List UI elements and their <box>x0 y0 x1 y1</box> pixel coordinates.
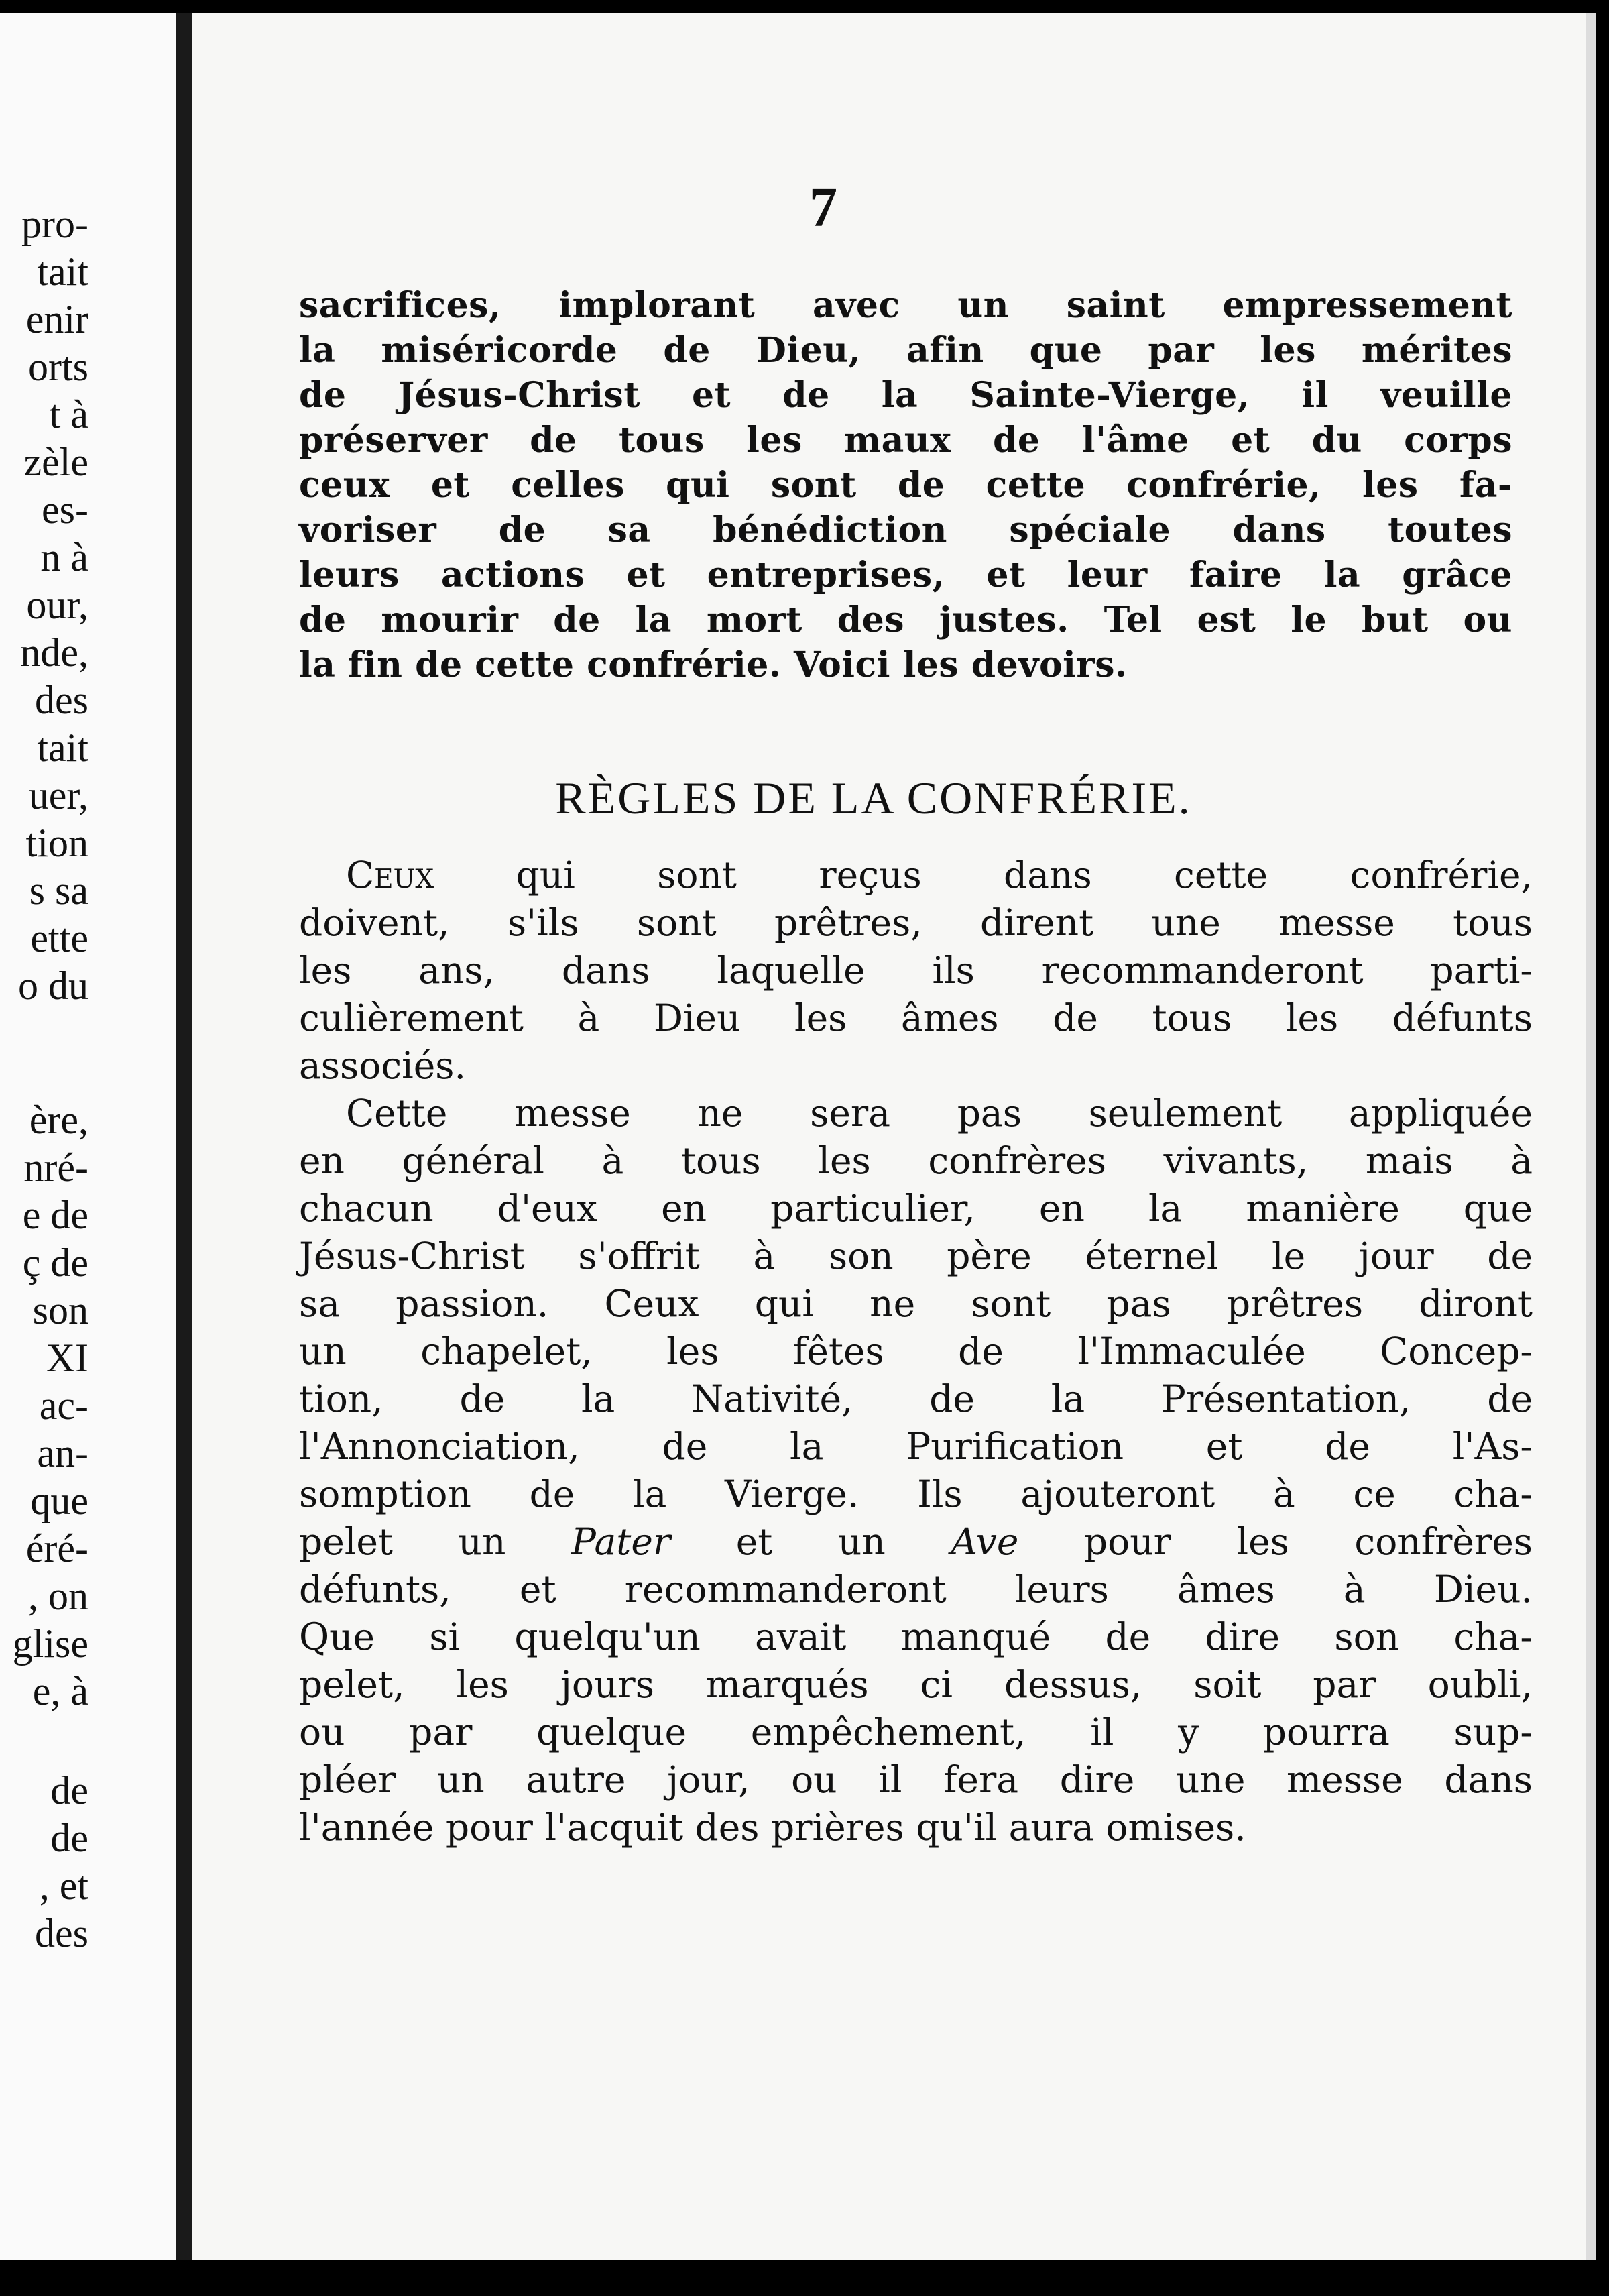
left-page-fragment-text: que <box>30 1479 88 1523</box>
page-edge <box>1586 13 1596 2260</box>
text-line: de mourir de la mort des justes. Tel est le but ou <box>299 599 1512 640</box>
para1-line1-rest: qui sont reçus dans cette confrérie, <box>434 854 1533 897</box>
left-page-fragment-text: son <box>32 1288 88 1332</box>
text-line: pelet, les jours marqués ci dessus, soit par oubli, <box>299 1663 1533 1706</box>
pater-ave-line <box>299 1518 1533 1566</box>
para1-lead-word: Ceux <box>346 854 434 897</box>
left-page-fragment-text: glise <box>12 1621 88 1666</box>
text-line: un chapelet, les fêtes de l'Immaculée Concep- <box>299 1330 1533 1373</box>
pater-line-after: pour les confrères <box>1018 1520 1533 1563</box>
left-page-fragment-text: s sa <box>29 868 88 913</box>
text-line: culièrement à Dieu les âmes de tous les défunts <box>299 996 1533 1039</box>
rules-text <box>299 852 1533 1851</box>
text-line: la fin de cette confrérie. Voici les devoirs. <box>299 644 1128 685</box>
text-line: les ans, dans laquelle ils recommanderont parti- <box>299 949 1533 992</box>
text-line: ou par quelque empêchement, il y pourra sup- <box>299 1711 1533 1754</box>
text-line: somption de la Vierge. Ils ajouteront à ce cha- <box>299 1473 1533 1515</box>
left-page-fragment-text: , on <box>28 1574 88 1618</box>
text-line: sa passion. Ceux qui ne sont pas prêtres diront <box>299 1282 1533 1325</box>
left-page-fragment-text: tion <box>25 821 88 865</box>
left-page-fragment-text: éré- <box>25 1526 88 1570</box>
text-line: de Jésus-Christ et de la Sainte-Vierge, il veuille <box>299 375 1512 416</box>
text-line: tion, de la Nativité, de la Présentation, de <box>299 1377 1533 1420</box>
left-page-fragment-text: e de <box>22 1193 88 1237</box>
text-line: voriser de sa bénédiction spéciale dans toutes <box>299 510 1512 551</box>
left-page-fragment <box>0 13 176 2260</box>
text-line: pléer un autre jour, ou il fera dire une messe dans <box>299 1758 1533 1801</box>
para1-first-line <box>299 852 1533 899</box>
left-page-fragment-text: an- <box>37 1431 88 1475</box>
left-page-fragment-text: ç de <box>22 1241 88 1285</box>
left-page-fragment-text: des <box>35 678 88 722</box>
left-page-fragment-text: nde, <box>20 630 88 675</box>
left-page-fragment-text: uer, <box>28 773 88 817</box>
para2-first-line: Cette messe ne sera pas seulement appliquée <box>346 1092 1533 1135</box>
book-gutter <box>176 13 192 2260</box>
left-page-fragment-text: ère, <box>29 1098 88 1142</box>
left-page-fragment-text: ac- <box>39 1383 88 1428</box>
text-line: en général à tous les confrères vivants, mais à <box>299 1139 1533 1182</box>
left-page-fragment-text: ette <box>30 916 88 960</box>
left-page-fragment-text: tait <box>37 249 88 294</box>
left-page-fragment-text: orts <box>28 345 88 389</box>
text-line: préserver de tous les maux de l'âme et du corps <box>299 420 1512 461</box>
left-page-fragment-text: our, <box>26 583 88 627</box>
main-page <box>192 13 1596 2260</box>
pater-line-middle: et un <box>670 1520 951 1563</box>
text-line: Jésus-Christ s'offrit à son père éternel le jour de <box>299 1235 1533 1277</box>
left-page-fragment-text: XI <box>46 1336 88 1380</box>
left-page-fragment-text: tait <box>37 726 88 770</box>
text-line: l'Annonciation, de la Purification et de l'As- <box>299 1425 1533 1468</box>
left-page-fragment-text: , et <box>39 1863 88 1908</box>
left-page-fragment-text: e, à <box>32 1669 88 1713</box>
left-page-fragment-text: des <box>35 1911 88 1955</box>
para2-lines-b <box>299 1566 1533 1851</box>
para1-lines <box>299 899 1533 1090</box>
text-line: l'année pour l'acquit des prières qu'il aura omises. <box>299 1806 1246 1849</box>
left-page-line-ends <box>0 13 176 2260</box>
left-page-fragment-text: pro- <box>21 202 88 246</box>
left-page-fragment-text: n à <box>40 535 88 579</box>
left-page-fragment-text: nré- <box>23 1145 88 1190</box>
text-line: associés. <box>299 1044 467 1087</box>
intro-paragraph <box>299 283 1512 687</box>
left-page-fragment-text: enir <box>25 297 88 341</box>
text-line: chacun d'eux en particulier, en la manière que <box>299 1187 1533 1230</box>
left-page-fragment-text: zèle <box>23 440 88 484</box>
left-page-fragment-text: o du <box>18 964 88 1008</box>
text-line: sacrifices, implorant avec un saint empressement <box>299 285 1512 326</box>
pater-word: Pater <box>571 1520 671 1563</box>
text-line: défunts, et recommanderont leurs âmes à Dieu. <box>299 1568 1533 1611</box>
ave-word: Ave <box>951 1520 1019 1563</box>
text-line: doivent, s'ils sont prêtres, dirent une messe tous <box>299 901 1533 944</box>
text-line: ceux et celles qui sont de cette confrérie, les fa- <box>299 465 1512 506</box>
text-line: la miséricorde de Dieu, afin que par les mérites <box>299 330 1512 371</box>
left-page-fragment-text: es- <box>42 487 88 532</box>
pater-line-before: pelet un <box>299 1520 571 1563</box>
section-heading: RÈGLES DE LA CONFRÉRIE. <box>555 772 1192 823</box>
para2-lines-a <box>299 1137 1533 1518</box>
text-line: leurs actions et entreprises, et leur faire la grâce <box>299 555 1512 595</box>
left-page-fragment-text: t à <box>49 392 88 437</box>
page-number: 7 <box>809 176 837 239</box>
left-page-fragment-text: de <box>50 1768 88 1813</box>
left-page-fragment-text: de <box>50 1816 88 1860</box>
text-line: Que si quelqu'un avait manqué de dire son cha- <box>299 1615 1533 1658</box>
